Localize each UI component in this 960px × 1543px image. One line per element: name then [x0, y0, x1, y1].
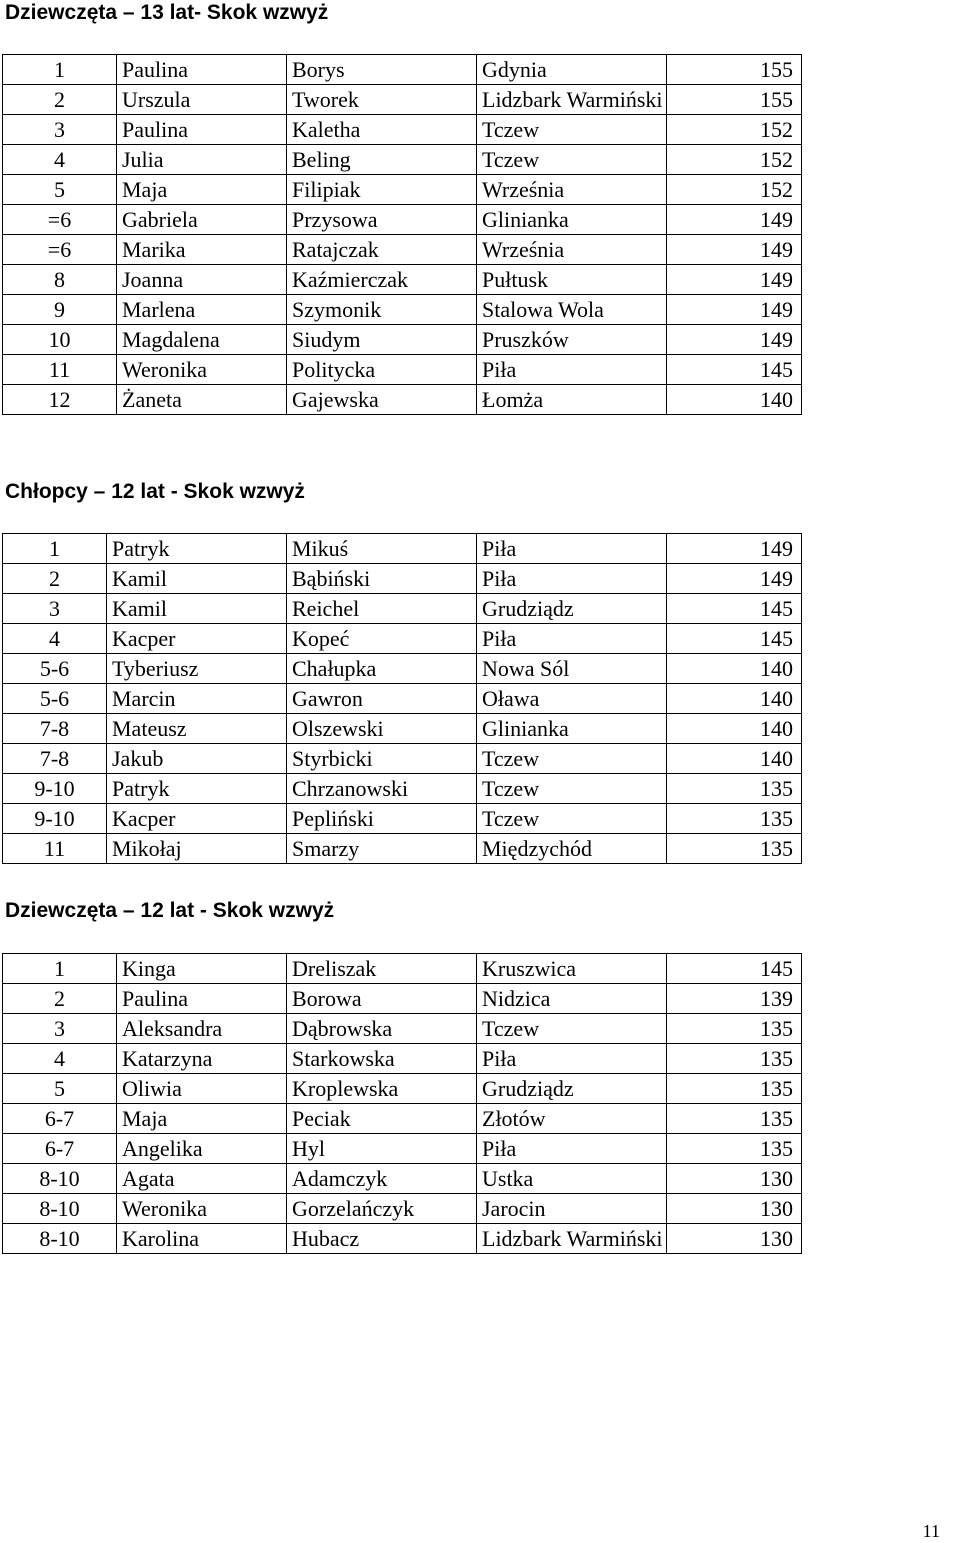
last-name-cell: Bąbiński: [287, 564, 477, 594]
result-cell: 149: [667, 265, 802, 295]
table-row: [3, 714, 802, 744]
place-cell: 12: [3, 385, 117, 415]
table-row: [3, 55, 802, 85]
city-cell: Tczew: [477, 1014, 667, 1044]
city-cell: Lidzbark Warmiński: [477, 1224, 667, 1254]
result-cell: 135: [667, 1014, 802, 1044]
city-cell: Tczew: [477, 115, 667, 145]
last-name-cell: Kopeć: [287, 624, 477, 654]
first-name-cell: Kinga: [117, 954, 287, 984]
result-cell: 152: [667, 175, 802, 205]
city-cell: Ustka: [477, 1164, 667, 1194]
city-cell: Międzychód: [477, 834, 667, 864]
table-row: [3, 1164, 802, 1194]
first-name-cell: Marlena: [117, 295, 287, 325]
table-row: [3, 1074, 802, 1104]
result-cell: 140: [667, 385, 802, 415]
first-name-cell: Patryk: [107, 774, 287, 804]
city-cell: Tczew: [477, 145, 667, 175]
first-name-cell: Urszula: [117, 85, 287, 115]
place-cell: 5: [3, 1074, 117, 1104]
place-cell: 9: [3, 295, 117, 325]
result-cell: 149: [667, 534, 802, 564]
result-cell: 135: [667, 1134, 802, 1164]
section-title: Chłopcy – 12 lat - Skok wzwyż: [5, 480, 305, 503]
place-cell: 7-8: [3, 714, 107, 744]
table-row: [3, 385, 802, 415]
place-cell: 8-10: [3, 1194, 117, 1224]
place-cell: 7-8: [3, 744, 107, 774]
table-row: [3, 295, 802, 325]
last-name-cell: Chrzanowski: [287, 774, 477, 804]
city-cell: Tczew: [477, 744, 667, 774]
last-name-cell: Chałupka: [287, 654, 477, 684]
place-cell: 2: [3, 85, 117, 115]
place-cell: 11: [3, 355, 117, 385]
place-cell: 5-6: [3, 684, 107, 714]
place-cell: 10: [3, 325, 117, 355]
place-cell: 8-10: [3, 1224, 117, 1254]
result-cell: 152: [667, 145, 802, 175]
place-cell: 3: [3, 594, 107, 624]
last-name-cell: Przysowa: [287, 205, 477, 235]
last-name-cell: Borowa: [287, 984, 477, 1014]
result-cell: 149: [667, 295, 802, 325]
results-table: [2, 533, 802, 864]
table-row: [3, 1044, 802, 1074]
place-cell: 4: [3, 624, 107, 654]
result-cell: 149: [667, 235, 802, 265]
result-cell: 145: [667, 624, 802, 654]
first-name-cell: Magdalena: [117, 325, 287, 355]
first-name-cell: Patryk: [107, 534, 287, 564]
first-name-cell: Mikołaj: [107, 834, 287, 864]
first-name-cell: Marcin: [107, 684, 287, 714]
place-cell: 2: [3, 564, 107, 594]
results-table: [2, 54, 802, 415]
place-cell: 8: [3, 265, 117, 295]
results-table: [2, 953, 802, 1254]
first-name-cell: Kamil: [107, 594, 287, 624]
table-row: [3, 834, 802, 864]
last-name-cell: Adamczyk: [287, 1164, 477, 1194]
city-cell: Złotów: [477, 1104, 667, 1134]
result-cell: 135: [667, 774, 802, 804]
place-cell: 6-7: [3, 1134, 117, 1164]
first-name-cell: Paulina: [117, 55, 287, 85]
result-cell: 140: [667, 714, 802, 744]
city-cell: Lidzbark Warmiński: [477, 85, 667, 115]
table-row: [3, 145, 802, 175]
table-row: [3, 265, 802, 295]
first-name-cell: Mateusz: [107, 714, 287, 744]
city-cell: Piła: [477, 1134, 667, 1164]
place-cell: 9-10: [3, 804, 107, 834]
place-cell: 2: [3, 984, 117, 1014]
result-cell: 135: [667, 1044, 802, 1074]
result-cell: 130: [667, 1224, 802, 1254]
table-row: [3, 624, 802, 654]
first-name-cell: Kacper: [107, 804, 287, 834]
place-cell: 4: [3, 145, 117, 175]
result-cell: 155: [667, 85, 802, 115]
last-name-cell: Styrbicki: [287, 744, 477, 774]
city-cell: Nowa Sól: [477, 654, 667, 684]
table-row: [3, 325, 802, 355]
last-name-cell: Starkowska: [287, 1044, 477, 1074]
city-cell: Tczew: [477, 804, 667, 834]
last-name-cell: Politycka: [287, 355, 477, 385]
table-row: [3, 684, 802, 714]
table-row: [3, 804, 802, 834]
last-name-cell: Borys: [287, 55, 477, 85]
table-row: [3, 205, 802, 235]
city-cell: Grudziądz: [477, 594, 667, 624]
first-name-cell: Kamil: [107, 564, 287, 594]
result-cell: 145: [667, 355, 802, 385]
result-cell: 139: [667, 984, 802, 1014]
table-row: [3, 355, 802, 385]
first-name-cell: Aleksandra: [117, 1014, 287, 1044]
table-row: [3, 1134, 802, 1164]
last-name-cell: Gorzelańczyk: [287, 1194, 477, 1224]
first-name-cell: Karolina: [117, 1224, 287, 1254]
result-cell: 130: [667, 1164, 802, 1194]
place-cell: 1: [3, 954, 117, 984]
last-name-cell: Beling: [287, 145, 477, 175]
result-cell: 135: [667, 1074, 802, 1104]
place-cell: 4: [3, 1044, 117, 1074]
table-row: [3, 984, 802, 1014]
last-name-cell: Tworek: [287, 85, 477, 115]
city-cell: Tczew: [477, 774, 667, 804]
result-cell: 135: [667, 1104, 802, 1134]
last-name-cell: Smarzy: [287, 834, 477, 864]
place-cell: 3: [3, 115, 117, 145]
table-row: [3, 564, 802, 594]
table-row: [3, 1224, 802, 1254]
last-name-cell: Hubacz: [287, 1224, 477, 1254]
last-name-cell: Kroplewska: [287, 1074, 477, 1104]
first-name-cell: Kacper: [107, 624, 287, 654]
city-cell: Kruszwica: [477, 954, 667, 984]
result-cell: 140: [667, 654, 802, 684]
last-name-cell: Dąbrowska: [287, 1014, 477, 1044]
place-cell: 5: [3, 175, 117, 205]
city-cell: Pułtusk: [477, 265, 667, 295]
city-cell: Gdynia: [477, 55, 667, 85]
first-name-cell: Angelika: [117, 1134, 287, 1164]
table-row: [3, 1014, 802, 1044]
page-number: 11: [922, 1521, 940, 1541]
result-cell: 152: [667, 115, 802, 145]
first-name-cell: Agata: [117, 1164, 287, 1194]
last-name-cell: Olszewski: [287, 714, 477, 744]
table-row: [3, 175, 802, 205]
last-name-cell: Hyl: [287, 1134, 477, 1164]
first-name-cell: Paulina: [117, 984, 287, 1014]
last-name-cell: Gajewska: [287, 385, 477, 415]
last-name-cell: Peciak: [287, 1104, 477, 1134]
table-row: [3, 954, 802, 984]
first-name-cell: Żaneta: [117, 385, 287, 415]
city-cell: Września: [477, 175, 667, 205]
city-cell: Piła: [477, 534, 667, 564]
result-cell: 135: [667, 804, 802, 834]
result-cell: 149: [667, 325, 802, 355]
result-cell: 140: [667, 684, 802, 714]
first-name-cell: Maja: [117, 175, 287, 205]
table-row: [3, 1194, 802, 1224]
last-name-cell: Szymonik: [287, 295, 477, 325]
table-row: [3, 85, 802, 115]
place-cell: 5-6: [3, 654, 107, 684]
table-row: [3, 534, 802, 564]
table-row: [3, 774, 802, 804]
city-cell: Grudziądz: [477, 1074, 667, 1104]
place-cell: 8-10: [3, 1164, 117, 1194]
city-cell: Łomża: [477, 385, 667, 415]
city-cell: Nidzica: [477, 984, 667, 1014]
last-name-cell: Kaletha: [287, 115, 477, 145]
first-name-cell: Marika: [117, 235, 287, 265]
table-row: [3, 594, 802, 624]
last-name-cell: Pepliński: [287, 804, 477, 834]
section-title: Dziewczęta – 13 lat- Skok wzwyż: [5, 1, 329, 24]
last-name-cell: Siudym: [287, 325, 477, 355]
city-cell: Piła: [477, 624, 667, 654]
city-cell: Piła: [477, 355, 667, 385]
place-cell: 9-10: [3, 774, 107, 804]
first-name-cell: Paulina: [117, 115, 287, 145]
result-cell: 149: [667, 205, 802, 235]
first-name-cell: Katarzyna: [117, 1044, 287, 1074]
place-cell: =6: [3, 205, 117, 235]
table-row: [3, 235, 802, 265]
last-name-cell: Kaźmierczak: [287, 265, 477, 295]
result-cell: 140: [667, 744, 802, 774]
result-cell: 155: [667, 55, 802, 85]
city-cell: Pruszków: [477, 325, 667, 355]
place-cell: =6: [3, 235, 117, 265]
last-name-cell: Ratajczak: [287, 235, 477, 265]
table-row: [3, 654, 802, 684]
first-name-cell: Weronika: [117, 1194, 287, 1224]
first-name-cell: Jakub: [107, 744, 287, 774]
section-title: Dziewczęta – 12 lat - Skok wzwyż: [5, 899, 335, 922]
table-row: [3, 744, 802, 774]
city-cell: Piła: [477, 1044, 667, 1074]
first-name-cell: Julia: [117, 145, 287, 175]
city-cell: Oława: [477, 684, 667, 714]
last-name-cell: Filipiak: [287, 175, 477, 205]
first-name-cell: Oliwia: [117, 1074, 287, 1104]
first-name-cell: Joanna: [117, 265, 287, 295]
first-name-cell: Maja: [117, 1104, 287, 1134]
place-cell: 6-7: [3, 1104, 117, 1134]
result-cell: 145: [667, 954, 802, 984]
first-name-cell: Weronika: [117, 355, 287, 385]
place-cell: 11: [3, 834, 107, 864]
city-cell: Jarocin: [477, 1194, 667, 1224]
place-cell: 3: [3, 1014, 117, 1044]
city-cell: Glinianka: [477, 714, 667, 744]
first-name-cell: Gabriela: [117, 205, 287, 235]
result-cell: 130: [667, 1194, 802, 1224]
result-cell: 145: [667, 594, 802, 624]
last-name-cell: Reichel: [287, 594, 477, 624]
result-cell: 135: [667, 834, 802, 864]
place-cell: 1: [3, 55, 117, 85]
place-cell: 1: [3, 534, 107, 564]
table-row: [3, 115, 802, 145]
city-cell: Stalowa Wola: [477, 295, 667, 325]
result-cell: 149: [667, 564, 802, 594]
city-cell: Września: [477, 235, 667, 265]
last-name-cell: Dreliszak: [287, 954, 477, 984]
city-cell: Glinianka: [477, 205, 667, 235]
first-name-cell: Tyberiusz: [107, 654, 287, 684]
table-row: [3, 1104, 802, 1134]
last-name-cell: Mikuś: [287, 534, 477, 564]
city-cell: Piła: [477, 564, 667, 594]
last-name-cell: Gawron: [287, 684, 477, 714]
